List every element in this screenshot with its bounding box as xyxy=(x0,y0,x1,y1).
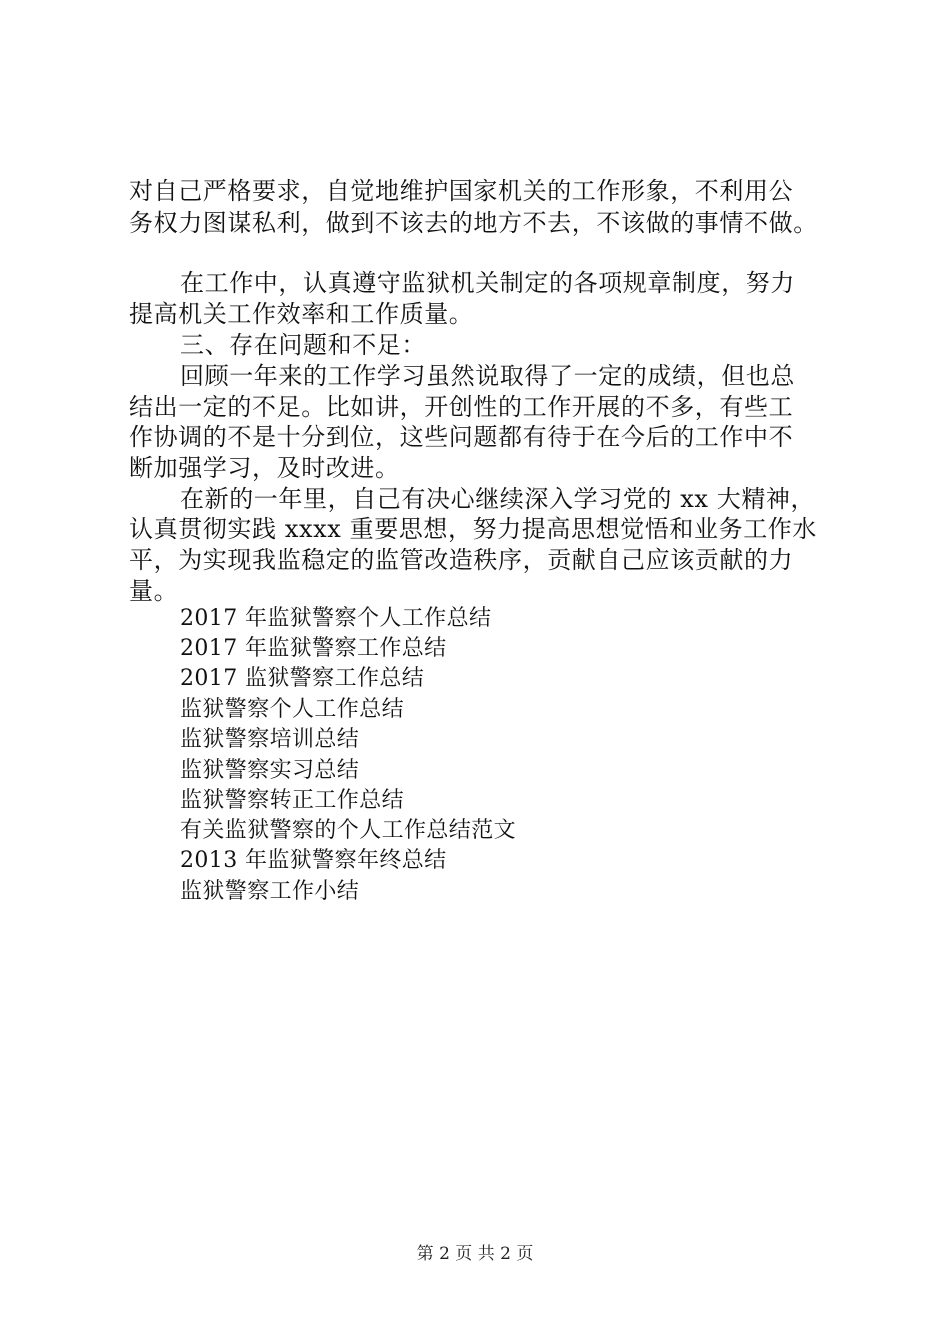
related-link[interactable]: 有关监狱警察的个人工作总结范文 xyxy=(180,818,517,843)
paragraph-3-line-2: 结出一定的不足。比如讲，开创性的工作开展的不多，有些工 xyxy=(129,393,794,421)
page-indicator: 第 2 页 共 2 页 xyxy=(416,1244,534,1264)
paragraph-2-line-2: 提高机关工作效率和工作质量。 xyxy=(129,300,474,328)
paragraph-3-line-3: 作协调的不是十分到位，这些问题都有待于在今后的工作中不 xyxy=(129,423,794,451)
paragraph-2-line-1: 在工作中，认真遵守监狱机关制定的各项规章制度，努力 xyxy=(180,269,795,297)
related-link[interactable]: 监狱警察实习总结 xyxy=(180,758,360,783)
paragraph-4-line-3: 平，为实现我监稳定的监管改造秩序，贡献自己应该贡献的力 xyxy=(129,546,794,574)
paragraph-4-line-4: 量。 xyxy=(129,577,179,605)
paragraph-4-line-1: 在新的一年里，自己有决心继续深入学习党的 xx 大精神， xyxy=(180,485,816,513)
paragraph-1-line-2: 务权力图谋私利，做到不该去的地方不去，不该做的事情不做。 xyxy=(129,209,818,237)
related-link[interactable]: 监狱警察转正工作总结 xyxy=(180,788,405,813)
related-link[interactable]: 2017 年监狱警察工作总结 xyxy=(180,636,447,661)
related-link[interactable]: 2017 监狱警察工作总结 xyxy=(180,666,425,691)
paragraph-3-line-1: 回顾一年来的工作学习虽然说取得了一定的成绩，但也总 xyxy=(180,362,795,390)
related-link[interactable]: 监狱警察培训总结 xyxy=(180,727,360,752)
section-heading: 三、存在问题和不足： xyxy=(180,331,426,359)
paragraph-3-line-4: 断加强学习，及时改进。 xyxy=(129,454,400,482)
related-link[interactable]: 监狱警察工作小结 xyxy=(180,879,360,904)
paragraph-4-line-2: 认真贯彻实践 xxxx 重要思想，努力提高思想觉悟和业务工作水 xyxy=(129,515,817,543)
related-link[interactable]: 监狱警察个人工作总结 xyxy=(180,697,405,722)
related-link[interactable]: 2017 年监狱警察个人工作总结 xyxy=(180,606,492,631)
paragraph-1-line-1: 对自己严格要求，自觉地维护国家机关的工作形象，不利用公 xyxy=(129,177,794,205)
related-link[interactable]: 2013 年监狱警察年终总结 xyxy=(180,848,447,873)
